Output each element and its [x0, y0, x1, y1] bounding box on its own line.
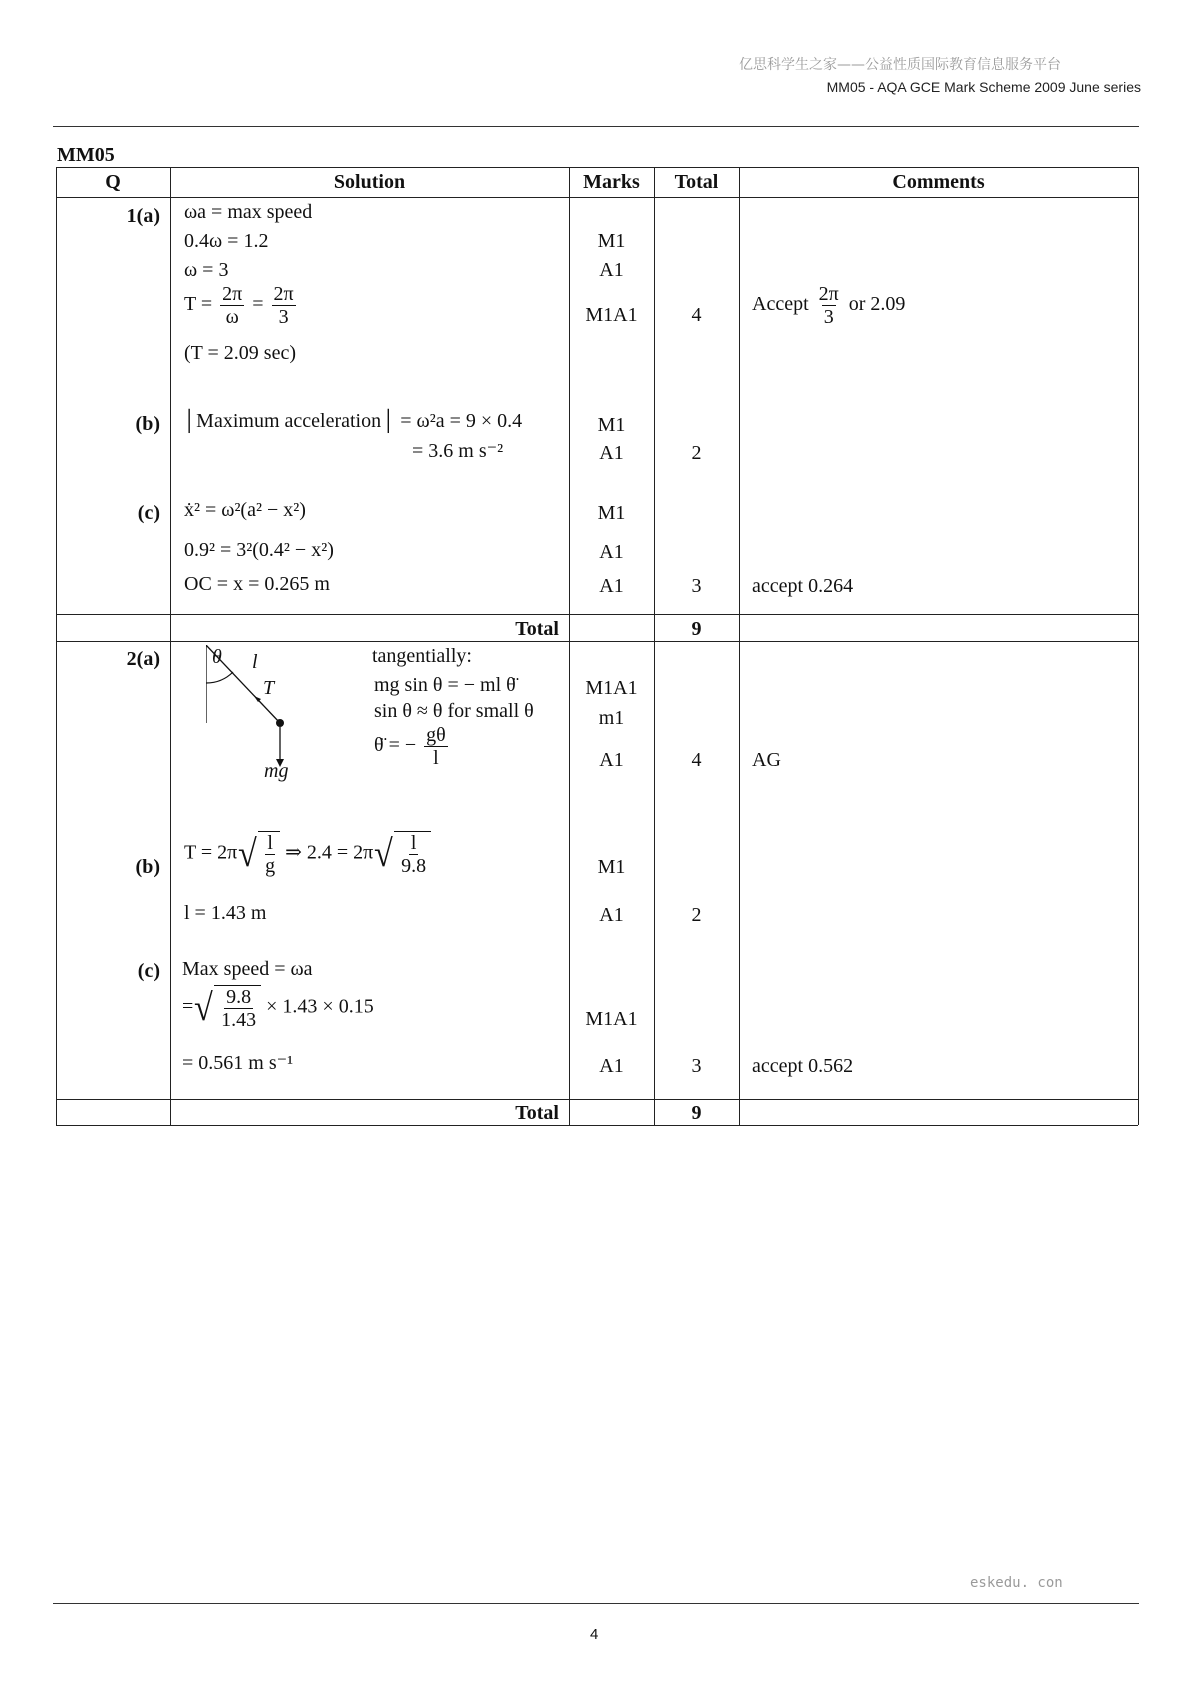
radical-icon: √: [374, 833, 394, 875]
comment: [752, 283, 905, 328]
mark: A1: [599, 749, 624, 771]
document-title: MM05 - AQA GCE Mark Scheme 2009 June series: [826, 79, 1141, 95]
numerator: 9.8: [226, 986, 252, 1008]
equation-middle: ⇒ 2.4 = 2π: [285, 841, 374, 864]
solution-line: ω = 3: [184, 259, 229, 281]
part-total: 4: [691, 749, 702, 771]
equals-sign: =: [182, 995, 194, 1018]
part-total: 4: [691, 304, 702, 326]
equals-sign: =: [252, 293, 264, 316]
fraction: [220, 283, 244, 328]
numerator: 2π: [273, 283, 294, 305]
table-border: [1138, 167, 1139, 1125]
question-label: (b): [135, 413, 160, 435]
period-equation: [184, 831, 431, 877]
mark: A1: [599, 259, 624, 281]
diagram-label-mg: mg: [264, 760, 289, 782]
denominator: ω: [225, 306, 239, 328]
fraction: [219, 986, 258, 1031]
numerator: l: [267, 832, 273, 854]
denominator: 3: [278, 306, 289, 328]
period-equation: [184, 283, 299, 328]
equation-tail: × 1.43 × 0.15: [266, 995, 374, 1018]
table-divider: [56, 641, 1138, 642]
section-title: MM05: [57, 144, 115, 166]
solution-line: tangentially:: [372, 645, 472, 667]
table-divider: [56, 614, 1138, 615]
header-comments: Comments: [892, 171, 985, 193]
fraction: [399, 832, 428, 877]
fraction: [272, 283, 296, 328]
comment-text: Accept: [752, 293, 809, 316]
table-divider: [739, 167, 740, 1125]
comment-text: or 2.09: [848, 293, 906, 316]
comment: accept 0.562: [752, 1055, 854, 1077]
footer-divider: [53, 1603, 1139, 1604]
table-divider: [170, 167, 171, 1125]
denominator: 3: [823, 306, 834, 328]
mark: M1: [597, 856, 626, 878]
equation-lhs: T =: [184, 293, 213, 316]
mark: A1: [599, 904, 624, 926]
square-root: [237, 831, 280, 877]
fraction: [424, 724, 448, 769]
mark: M1: [597, 414, 626, 436]
question-total: 9: [691, 618, 702, 640]
page-number: 4: [590, 1626, 599, 1643]
angle-arc: [206, 672, 233, 683]
equation-lhs: T = 2π: [184, 841, 238, 864]
solution-line: ωa = max speed: [184, 201, 313, 223]
diagram-label-l: l: [252, 651, 258, 673]
numerator: l: [410, 832, 417, 854]
mark: A1: [599, 442, 624, 464]
solution-line: ẋ² = ω²(a² − x²): [184, 499, 306, 521]
solution-line: Max speed = ωa: [182, 958, 313, 980]
mark: M1A1: [585, 677, 638, 699]
speed-equation: [182, 985, 374, 1031]
numerator: 2π: [222, 283, 243, 305]
comment: AG: [752, 749, 781, 771]
header-solution: Solution: [333, 171, 406, 193]
fraction: [817, 283, 841, 328]
solution-line: 0.4ω = 1.2: [184, 230, 269, 252]
mark: M1: [597, 502, 626, 524]
header-marks: Marks: [583, 171, 640, 193]
square-root: [373, 831, 431, 877]
question-label: (c): [137, 502, 160, 524]
solution-line: (T = 2.09 sec): [184, 342, 296, 364]
table-divider: [56, 197, 1138, 198]
header-q: Q: [105, 171, 121, 193]
mark: m1: [598, 707, 625, 729]
solution-line: = 3.6 m s⁻²: [412, 440, 504, 462]
denominator: g: [265, 855, 276, 877]
diagram-label-T: T: [263, 677, 275, 699]
mark-scheme-table: [56, 167, 1138, 1125]
question-label: (b): [135, 856, 160, 878]
denominator: l: [433, 747, 439, 769]
question-total: 9: [691, 1102, 702, 1124]
solution-line: 0.9² = 3²(0.4² − x²): [184, 539, 334, 561]
total-label: Total: [515, 1102, 559, 1124]
mark: A1: [599, 541, 624, 563]
part-total: 2: [691, 442, 702, 464]
header-divider: [53, 126, 1139, 127]
solution-line: = 0.561 m s⁻¹: [182, 1052, 294, 1074]
radical-icon: √: [194, 987, 214, 1029]
denominator: 1.43: [221, 1009, 257, 1031]
mark: M1: [597, 230, 626, 252]
question-label: 2(a): [126, 648, 160, 670]
table-border: [56, 167, 1138, 168]
table-border: [56, 1125, 1138, 1126]
bob: [276, 719, 284, 727]
solution-line: sin θ ≈ θ for small θ: [374, 700, 534, 722]
square-root: [193, 985, 261, 1031]
solution-line: l = 1.43 m: [184, 902, 267, 924]
solution-line: OC = x = 0.265 m: [184, 573, 330, 595]
solution-line: │Maximum acceleration│ = ω²a = 9 × 0.4: [182, 410, 523, 432]
diagram-label-theta: θ: [212, 646, 222, 668]
equation-lhs: θ̈ = −: [374, 734, 417, 757]
total-label: Total: [515, 618, 559, 640]
mark: A1: [599, 1055, 624, 1077]
numerator: gθ: [426, 724, 446, 746]
site-banner: 亿思科学生之家——公益性质国际教育信息服务平台: [739, 57, 1061, 73]
part-total: 3: [691, 1055, 702, 1077]
solution-line: mg sin θ = − ml θ̈: [374, 674, 516, 696]
footer-watermark: eskedu. con: [970, 1575, 1063, 1591]
mark: A1: [599, 575, 624, 597]
acceleration-equation: [374, 724, 451, 769]
numerator: 2π: [818, 283, 839, 305]
part-total: 3: [691, 575, 702, 597]
denominator: 9.8: [401, 855, 427, 877]
header-total: Total: [674, 171, 719, 193]
table-divider: [56, 1099, 1138, 1100]
comment: accept 0.264: [752, 575, 854, 597]
question-label: (c): [137, 960, 160, 982]
radical-icon: √: [238, 833, 258, 875]
mark: M1A1: [585, 304, 638, 326]
fraction: [263, 832, 277, 877]
part-total: 2: [691, 904, 702, 926]
question-label: 1(a): [126, 205, 160, 227]
mark: M1A1: [585, 1008, 638, 1030]
